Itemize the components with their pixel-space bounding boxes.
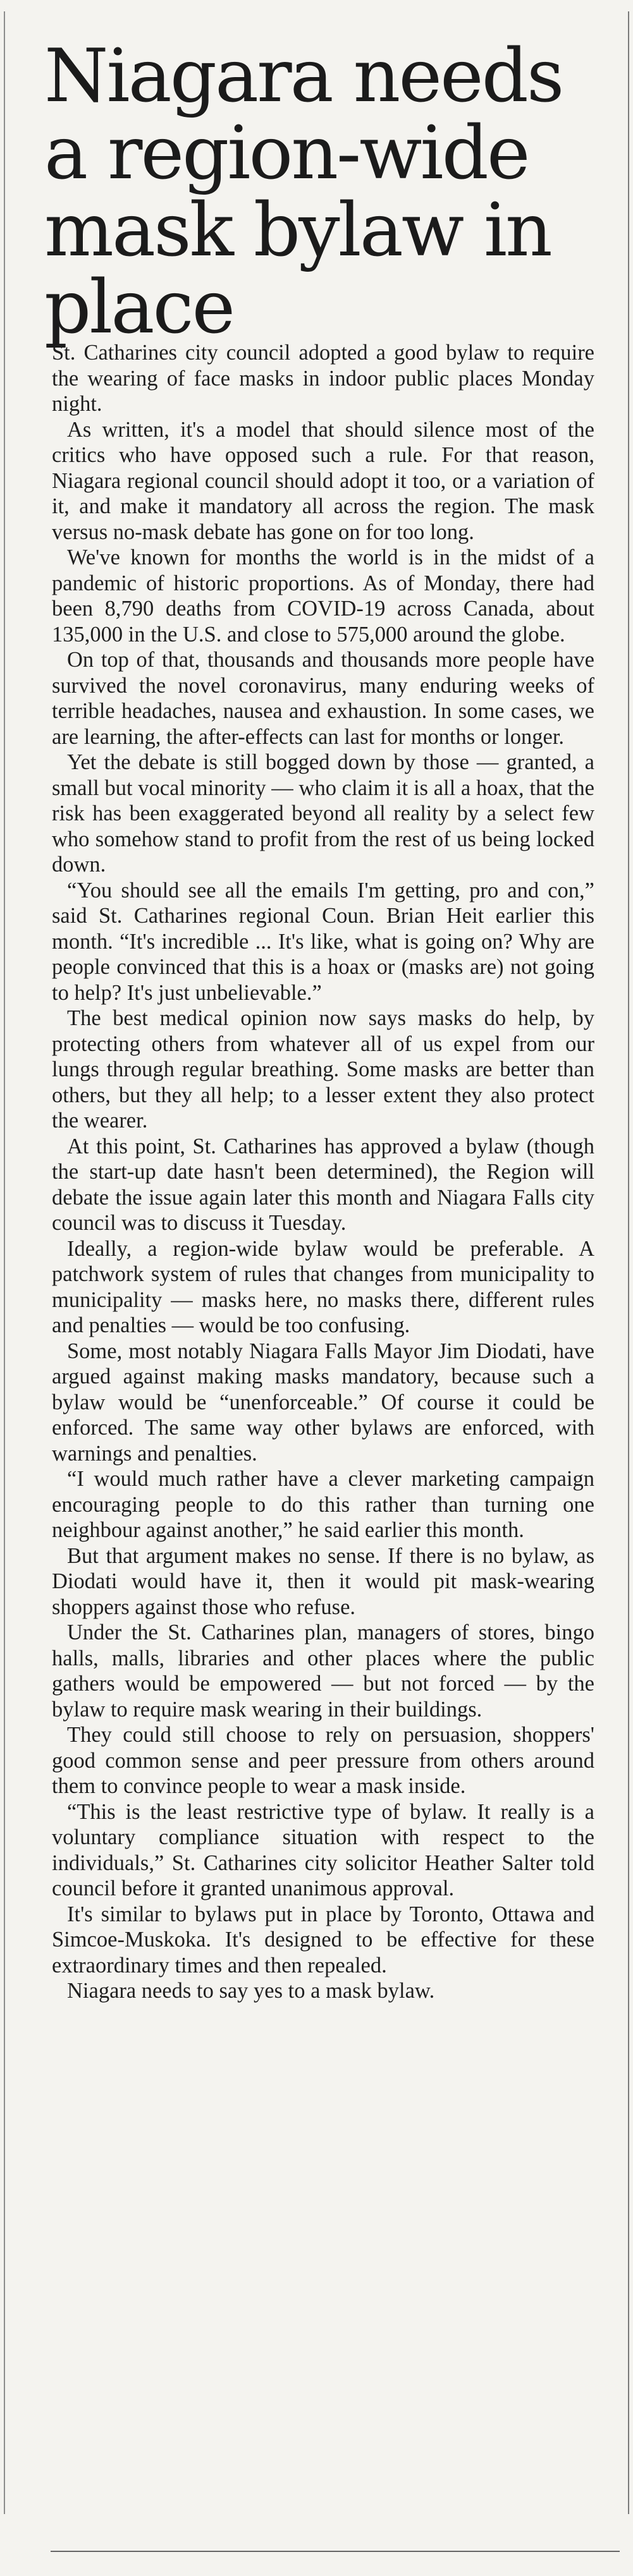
paragraph: As written, it's a model that should silence most of the critics who have opposed such a rule. For that reason, Niagara regional council should adopt it too, or a variation of it, and make it mandatory all across the region. The mask versus no-mask debate has gone on for too long. — [52, 417, 594, 544]
paragraph: Some, most notably Niagara Falls Mayor Jim Diodati, have argued against making masks mandatory, because such a bylaw would be “unenforceable.” Of course it could be enforced. The same way other bylaws are enforced, with warnings and penalties. — [52, 1339, 594, 1466]
paragraph: It's similar to bylaws put in place by Toronto, Ottawa and Simcoe-Muskoka. It's designed to be effective for these extraordinary times and then repealed. — [52, 1902, 594, 1978]
paragraph: But that argument makes no sense. If there is no bylaw, as Diodati would have it, then it would pit mask-wearing shoppers against those who refuse. — [52, 1543, 594, 1619]
paragraph: “You should see all the emails I'm getting, pro and con,” said St. Catharines regional Coun. Brian Heit earlier this month. “It's incredible ... It's like, what is going on? Why are people convinced that this is a hoax or (masks are) not going to help? It's just unbelievable.” — [52, 878, 594, 1005]
headline: Niagara needs a region-wide mask bylaw in place — [44, 33, 563, 350]
article-body — [52, 340, 594, 2004]
paragraph: At this point, St. Catharines has approved a bylaw (though the start-up date hasn't been determined), the Region will debate the issue again later this month and Niagara Falls city council was to discuss it Tuesday. — [52, 1134, 594, 1235]
paragraph: On top of that, thousands and thousands more people have survived the novel coronavirus, many enduring weeks of terrible headaches, nausea and exhaustion. In some cases, we are learning, the after-effects can last for months or longer. — [52, 648, 594, 749]
left-column-rule — [4, 11, 5, 2514]
paragraph: Ideally, a region-wide bylaw would be preferable. A patchwork system of rules that changes from municipality to municipality — masks here, no masks there, different rules and penalties — would be too confusing. — [52, 1236, 594, 1337]
paragraph: Niagara needs to say yes to a mask bylaw. — [67, 1979, 435, 2003]
paragraph: We've known for months the world is in the midst of a pandemic of historic proportions. As of Monday, there had been 8,790 deaths from COVID-19 across Canada, about 135,000 in the U.S. and close to 575,000 around the globe. — [52, 545, 594, 647]
paragraph: St. Catharines city council adopted a good bylaw to require the wearing of face masks in indoor public places Monday night. — [52, 341, 594, 416]
paragraph: Yet the debate is still bogged down by those — granted, a small but vocal minority — who claim it is all a hoax, that the risk has been exaggerated beyond all reality by a select few who somehow stand to profit from the rest of us being locked down. — [52, 750, 594, 877]
bottom-rule — [51, 2551, 620, 2552]
paragraph: Under the St. Catharines plan, managers of stores, bingo halls, malls, libraries and other places where the public gathers would be empowered — but not forced — by the bylaw to require mask wearing in their buildings. — [52, 1620, 594, 1722]
paragraph: “I would much rather have a clever marketing campaign encouraging people to do this rather than turning one neighbour against another,” he said earlier this month. — [52, 1467, 594, 1542]
paragraph: The best medical opinion now says masks do help, by protecting others from whatever all of us expel from our lungs through regular breathing. Some masks are better than others, but they all help; to a lesser extent they also protect the wearer. — [52, 1006, 594, 1133]
paragraph: “This is the least restrictive type of bylaw. It really is a voluntary compliance situation with respect to the individuals,” St. Catharines city solicitor Heather Salter told council before it granted unanimous approval. — [52, 1799, 594, 1900]
right-column-rule — [628, 11, 629, 2514]
paragraph: They could still choose to rely on persuasion, shoppers' good common sense and peer pressure from others around them to convince people to wear a mask inside. — [52, 1723, 594, 1798]
